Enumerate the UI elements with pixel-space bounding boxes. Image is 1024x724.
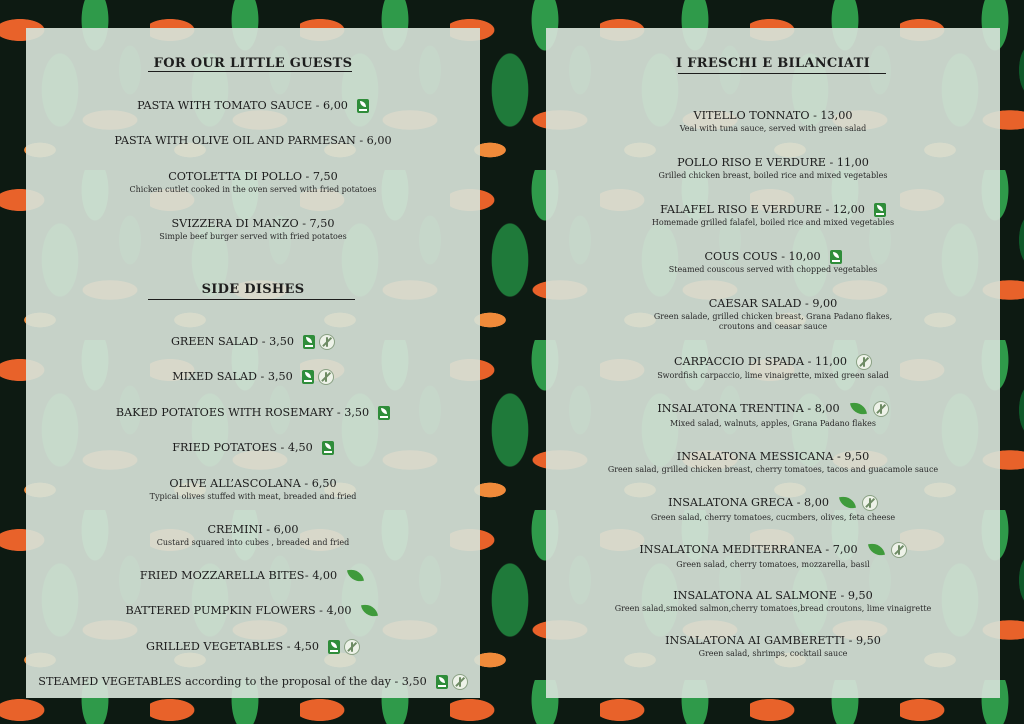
menu-item xyxy=(26,564,480,585)
menu-item-name: CREMINI - 6,00 xyxy=(207,523,299,536)
menu-item xyxy=(26,330,480,350)
section-title-underline xyxy=(148,71,352,72)
menu-item xyxy=(26,599,480,620)
menu-item-name: PASTA WITH OLIVE OIL AND PARMESAN - 6,00 xyxy=(114,134,392,147)
menu-item xyxy=(26,212,480,242)
menu-item-description: Swordfish carpaccio, lime vinaigrette, mixed green salad xyxy=(657,371,889,380)
menu-item-line xyxy=(168,170,338,184)
menu-item xyxy=(26,401,480,420)
vegetarian-leaf-icon xyxy=(346,567,366,585)
menu-item xyxy=(546,538,1000,570)
menu-item-line xyxy=(677,450,869,464)
menu-item-description: Veal with tuna sauce, served with green salad xyxy=(679,124,867,133)
gluten-free-icon xyxy=(318,369,334,385)
menu-item-name: CAESAR SALAD - 9,00 xyxy=(708,297,838,310)
menu-item-name: FALAFEL RISO E VERDURE - 12,00 xyxy=(660,203,865,216)
menu-item-name: COUS COUS - 10,00 xyxy=(704,250,821,263)
menu-item-name: INSALATONA AL SALMONE - 9,50 xyxy=(673,589,873,602)
vegan-icon xyxy=(357,99,369,113)
menu-item-icons xyxy=(432,674,468,690)
menu-item xyxy=(546,397,1000,429)
menu-item-line xyxy=(171,334,335,350)
menu-item-description: Mixed salad, walnuts, apples, Grana Padano flakes xyxy=(670,419,876,428)
menu-item-line xyxy=(126,602,381,620)
vegan-icon xyxy=(830,250,842,264)
menu-item xyxy=(26,635,480,655)
menu-item-line xyxy=(137,99,369,113)
menu-item-name: BAKED POTATOES WITH ROSEMARY - 3,50 xyxy=(115,406,370,419)
menu-item xyxy=(546,245,1000,275)
menu-item xyxy=(546,629,1000,659)
menu-item-icons xyxy=(826,250,842,264)
menu-item-name: INSALATONA AI GAMBERETTI - 9,50 xyxy=(665,634,881,647)
menu-item-description: Green salad, grilled chicken breast, cherry tomatoes, tacos and guacamole sauce xyxy=(607,465,939,474)
menu-item-line xyxy=(172,441,334,455)
vegetarian-leaf-icon xyxy=(849,400,869,418)
menu-item-description: Simple beef burger served with fried potatoes xyxy=(159,232,347,241)
menu-item-icons xyxy=(299,334,335,350)
menu-item-description: Homemade grilled falafel, boiled rice and mixed vegetables xyxy=(651,218,895,227)
menu-item-line xyxy=(704,250,841,264)
menu-item-description: Green salade, grilled chicken breast, Grana Padano flakes, croutons and ceasar sauce xyxy=(653,312,893,331)
menu-item-icons xyxy=(870,203,886,217)
vegan-icon xyxy=(436,675,448,689)
menu-item-icons xyxy=(863,541,907,559)
gluten-free-icon xyxy=(452,674,468,690)
menu-item-icons xyxy=(342,567,366,585)
menu-item xyxy=(26,518,480,548)
menu-item xyxy=(546,198,1000,228)
menu-item-name: PASTA WITH TOMATO SAUCE - 6,00 xyxy=(137,99,348,112)
menu-item-name: OLIVE ALL’ASCOLANA - 6,50 xyxy=(169,477,337,490)
menu-item-description: Typical olives stuffed with meat, breaded and fried xyxy=(149,492,357,501)
menu-item-line xyxy=(673,589,873,603)
menu-item-name: INSALATONA TRENTINA - 8,00 xyxy=(657,402,840,415)
menu-item-line xyxy=(140,567,366,585)
menu-item-icons xyxy=(852,354,872,370)
menu-item-name: CARPACCIO DI SPADA - 11,00 xyxy=(673,355,848,368)
menu-item-line xyxy=(207,523,298,537)
gluten-free-icon xyxy=(873,401,889,417)
gluten-free-icon xyxy=(862,495,878,511)
vegan-icon xyxy=(378,406,390,420)
menu-item-line xyxy=(146,639,360,655)
section-title-underline xyxy=(148,299,355,300)
vegan-icon xyxy=(302,370,314,384)
vegetarian-leaf-icon xyxy=(867,541,887,559)
menu-item xyxy=(26,472,480,502)
menu-item-icons xyxy=(356,602,380,620)
menu-item-name: FRIED POTATOES - 4,50 xyxy=(172,441,313,454)
menu-item-line xyxy=(677,156,869,170)
menu-page-right xyxy=(546,28,1000,698)
menu-item-icons xyxy=(834,494,878,512)
vegan-icon xyxy=(303,335,315,349)
menu-item-name: STEAMED VEGETABLES according to the proposal of the day - 3,50 xyxy=(38,675,427,688)
menu-item-icons xyxy=(298,369,334,385)
menu-item-icons xyxy=(324,639,360,655)
vegan-icon xyxy=(874,203,886,217)
menu-item-name: SVIZZERA DI MANZO - 7,50 xyxy=(171,217,335,230)
menu-item-line xyxy=(172,217,335,231)
menu-item-name: INSALATONA GRECA - 8,00 xyxy=(668,496,829,509)
menu-item-line xyxy=(172,369,334,385)
menu-item-line xyxy=(114,134,391,148)
menu-item-description: Green salad, shrimps, cocktail sauce xyxy=(698,649,848,658)
vegan-icon xyxy=(322,441,334,455)
menu-item-description: Chicken cutlet cooked in the oven served with fried potatoes xyxy=(129,185,377,194)
menu-item xyxy=(546,491,1000,523)
menu-item-line xyxy=(660,203,886,217)
menu-item-name: MIXED SALAD - 3,50 xyxy=(172,370,293,383)
menu-item-description: Green salad, cherry tomatoes, cucmbers, olives, feta cheese xyxy=(650,513,896,522)
menu-item-name: INSALATONA MEDITERRANEA - 7,00 xyxy=(639,543,858,556)
section-title: I FRESCHI E BILANCIATI xyxy=(676,56,870,71)
vegan-icon xyxy=(328,640,340,654)
menu-item xyxy=(26,94,480,113)
menu-item-line xyxy=(674,354,872,370)
section-title: FOR OUR LITTLE GUESTS xyxy=(153,56,353,71)
menu-item-description: Green salad, cherry tomatoes, mozzarella, basil xyxy=(676,560,870,569)
menu-item-name: FRIED MOZZARELLA BITES- 4,00 xyxy=(139,569,338,582)
menu-item-icons xyxy=(318,441,334,455)
menu-item-line xyxy=(668,494,878,512)
menu-item-name: POLLO RISO E VERDURE - 11,00 xyxy=(677,156,869,169)
menu-item xyxy=(546,350,1000,381)
section-title: SIDE DISHES xyxy=(201,282,305,297)
menu-item xyxy=(26,670,480,690)
menu-item-name: BATTERED PUMPKIN FLOWERS - 4,00 xyxy=(125,604,352,617)
menu-item xyxy=(546,584,1000,614)
menu-item-icons xyxy=(374,406,390,420)
menu-item xyxy=(26,165,480,195)
gluten-free-icon xyxy=(891,542,907,558)
menu-item-description: Custard squared into cubes , breaded and fried xyxy=(156,538,350,547)
menu-item-line xyxy=(169,477,336,491)
menu-item-name: VITELLO TONNATO - 13,00 xyxy=(693,109,853,122)
gluten-free-icon xyxy=(856,354,872,370)
menu-item xyxy=(546,151,1000,181)
vegetarian-leaf-icon xyxy=(838,494,858,512)
menu-item xyxy=(546,445,1000,475)
menu-item xyxy=(26,365,480,385)
menu-item-line xyxy=(665,634,881,648)
menu-item-name: INSALATONA MESSICANA - 9,50 xyxy=(676,450,870,463)
menu-page-left xyxy=(26,28,480,698)
gluten-free-icon xyxy=(344,639,360,655)
menu-item-line xyxy=(657,400,888,418)
menu-item-line xyxy=(38,674,467,690)
menu-item-description: Green salad,smoked salmon,cherry tomatoes,bread croutons, lime vinaigrette xyxy=(614,604,932,613)
menu-item-icons xyxy=(845,400,889,418)
menu-item-name: COTOLETTA DI POLLO - 7,50 xyxy=(168,170,338,183)
section-title-underline xyxy=(678,73,886,74)
menu-item xyxy=(26,129,480,148)
menu-item-line xyxy=(639,541,906,559)
gluten-free-icon xyxy=(319,334,335,350)
menu-item-line xyxy=(694,109,853,123)
menu-item xyxy=(546,104,1000,134)
menu-item-description: Steamed couscous served with chopped vegetables xyxy=(668,265,878,274)
menu-item-description: Grilled chicken breast, boiled rice and mixed vegetables xyxy=(658,171,888,180)
menu-item xyxy=(546,292,1000,332)
menu-item xyxy=(26,436,480,455)
menu-item-icons xyxy=(353,99,369,113)
menu-item-line xyxy=(116,406,390,420)
menu-item-name: GRILLED VEGETABLES - 4,50 xyxy=(146,640,319,653)
menu-item-line xyxy=(709,297,838,311)
vegetarian-leaf-icon xyxy=(360,602,380,620)
menu-item-name: GREEN SALAD - 3,50 xyxy=(170,335,295,348)
